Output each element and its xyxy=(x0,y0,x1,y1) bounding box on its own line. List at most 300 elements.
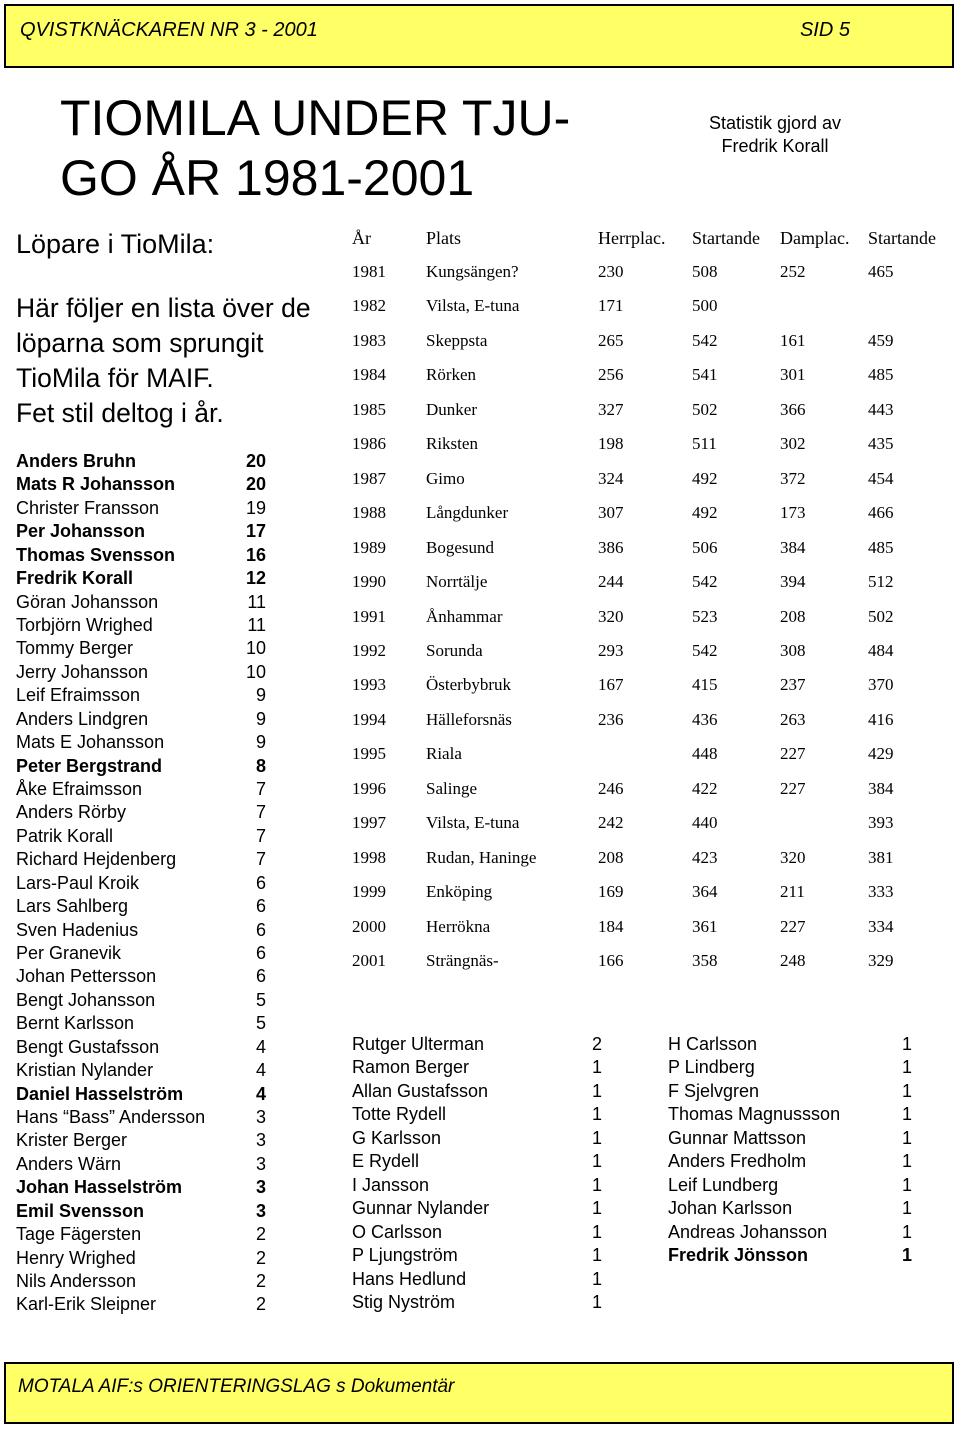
table-cell: 236 xyxy=(598,709,624,729)
table-cell: 320 xyxy=(598,606,624,626)
table-cell: 454 xyxy=(868,468,894,488)
runner-count: 20 xyxy=(245,474,266,495)
table-cell: 500 xyxy=(692,296,718,316)
table-row xyxy=(352,951,952,977)
table-cell: 542 xyxy=(692,640,718,660)
table-cell: 484 xyxy=(868,640,894,660)
runner-row xyxy=(16,965,266,988)
runner-count: 1 xyxy=(591,1104,602,1125)
table-cell: 1985 xyxy=(352,399,386,419)
runner-count: 1 xyxy=(901,1221,912,1242)
author-credit xyxy=(694,112,856,158)
runner-row xyxy=(352,1291,602,1314)
table-row xyxy=(352,262,952,288)
runner-count: 4 xyxy=(255,1060,266,1081)
runner-name: I Jansson xyxy=(352,1174,430,1195)
runner-name: Peter Bergstrand xyxy=(16,755,163,776)
table-header-row xyxy=(352,228,952,254)
table-cell: Hälleforsnäs xyxy=(426,709,512,729)
table-cell: 511 xyxy=(692,434,717,454)
runner-row xyxy=(16,755,266,778)
runner-count: 9 xyxy=(255,708,266,729)
table-cell: 1992 xyxy=(352,640,386,660)
runner-row xyxy=(352,1127,602,1150)
table-cell: 334 xyxy=(868,916,894,936)
table-cell: 423 xyxy=(692,847,718,867)
table-cell: 198 xyxy=(598,434,624,454)
table-cell: 542 xyxy=(692,572,718,592)
table-cell: 502 xyxy=(692,399,718,419)
runner-name: Lars-Paul Kroik xyxy=(16,872,140,893)
runner-row xyxy=(16,473,266,496)
table-cell: 301 xyxy=(780,365,806,385)
table-row xyxy=(352,710,952,736)
table-cell: 1983 xyxy=(352,330,386,350)
table-row xyxy=(352,641,952,667)
table-cell: 248 xyxy=(780,951,806,970)
runner-count: 1 xyxy=(591,1174,602,1195)
runner-row xyxy=(16,567,266,590)
table-cell: 384 xyxy=(868,778,894,798)
header-banner xyxy=(4,4,954,68)
table-cell: Enköping xyxy=(426,882,493,902)
runner-count: 1 xyxy=(901,1034,912,1054)
runner-row xyxy=(352,1268,602,1291)
runner-name: Johan Karlsson xyxy=(668,1198,793,1219)
table-cell: 429 xyxy=(868,744,894,764)
runner-count: 7 xyxy=(255,825,266,846)
runner-row xyxy=(352,1056,602,1079)
table-cell: Vilsta, E-tuna xyxy=(426,296,520,316)
runner-name: Sven Hadenius xyxy=(16,919,139,940)
intro-text-line: TioMila för MAIF. xyxy=(16,363,214,393)
table-row xyxy=(352,848,952,874)
runner-count: 7 xyxy=(255,849,266,870)
column-header: Damplac. xyxy=(780,228,850,248)
table-cell: 2001 xyxy=(352,951,386,970)
table-cell: 329 xyxy=(868,951,894,970)
table-row xyxy=(352,400,952,426)
runner-row xyxy=(16,1247,266,1270)
runner-name: Jerry Johansson xyxy=(16,661,149,682)
runner-name: F Sjelvgren xyxy=(668,1080,760,1101)
table-cell: 1995 xyxy=(352,744,386,764)
runner-row xyxy=(352,1150,602,1173)
table-cell: 211 xyxy=(780,882,805,902)
table-cell: 381 xyxy=(868,847,894,867)
runner-count: 1 xyxy=(591,1198,602,1219)
runner-row xyxy=(16,989,266,1012)
table-cell: 244 xyxy=(598,572,624,592)
runner-row xyxy=(16,1176,266,1199)
runner-count: 1 xyxy=(591,1245,602,1266)
runner-count: 2 xyxy=(255,1224,266,1245)
table-cell: 506 xyxy=(692,537,718,557)
article-title-line-1: TIOMILA UNDER TJU- xyxy=(60,90,571,146)
runner-row xyxy=(352,1103,602,1126)
table-cell: 263 xyxy=(780,709,806,729)
runner-name: Anders Lindgren xyxy=(16,708,149,729)
table-cell: Rudan, Haninge xyxy=(426,847,537,867)
table-cell: Ånhammar xyxy=(426,606,503,626)
table-cell: 302 xyxy=(780,434,806,454)
table-cell: 208 xyxy=(598,847,624,867)
table-cell: 435 xyxy=(868,434,894,454)
table-cell: 308 xyxy=(780,640,806,660)
runner-name: Mats R Johansson xyxy=(16,474,176,495)
runner-count: 10 xyxy=(245,661,266,682)
runner-count: 6 xyxy=(255,896,266,917)
table-cell: 293 xyxy=(598,640,624,660)
table-cell: 466 xyxy=(868,503,894,523)
runner-count: 1 xyxy=(901,1174,912,1195)
runner-count: 2 xyxy=(255,1271,266,1292)
runner-name: Daniel Hasselström xyxy=(16,1083,184,1104)
runner-row xyxy=(16,825,266,848)
table-cell: 161 xyxy=(780,330,806,350)
runner-count: 1 xyxy=(901,1151,912,1172)
runner-name: Fredrik Jönsson xyxy=(668,1245,809,1266)
table-cell: 542 xyxy=(692,330,718,350)
runner-count: 8 xyxy=(255,755,266,776)
table-cell: 358 xyxy=(692,951,718,970)
runner-name: Krister Berger xyxy=(16,1130,128,1151)
table-cell: 252 xyxy=(780,262,806,281)
runner-row xyxy=(352,1221,602,1244)
runner-count: 11 xyxy=(247,615,266,635)
runner-row xyxy=(668,1127,912,1150)
runner-row xyxy=(352,1174,602,1197)
runner-count: 2 xyxy=(591,1034,602,1054)
runner-name: Leif Lundberg xyxy=(668,1174,779,1195)
table-cell: Herrökna xyxy=(426,916,491,936)
page-number: SID 5 xyxy=(799,19,850,41)
runner-name: Henry Wrighed xyxy=(16,1247,136,1268)
runner-name: Anders Wärn xyxy=(16,1153,122,1174)
runner-name: Gunnar Nylander xyxy=(352,1198,490,1219)
table-cell: Salinge xyxy=(426,778,477,798)
runner-count: 2 xyxy=(255,1247,266,1268)
table-row xyxy=(352,538,952,564)
table-row xyxy=(352,917,952,943)
table-cell: 171 xyxy=(598,296,624,316)
runner-count: 6 xyxy=(255,943,266,964)
table-cell: 227 xyxy=(780,778,806,798)
runner-row xyxy=(668,1244,912,1267)
runner-row xyxy=(16,919,266,942)
runner-name: Bengt Johansson xyxy=(16,989,156,1010)
table-row xyxy=(352,434,952,460)
table-cell: 237 xyxy=(780,675,806,695)
table-cell: 333 xyxy=(868,882,894,902)
table-cell: 307 xyxy=(598,503,624,523)
runner-row xyxy=(668,1197,912,1220)
runner-count: 1 xyxy=(901,1198,912,1219)
runner-row xyxy=(16,708,266,731)
runner-count: 1 xyxy=(591,1057,602,1078)
runner-row xyxy=(16,1036,266,1059)
runner-count: 3 xyxy=(255,1153,266,1174)
table-cell: 1990 xyxy=(352,572,386,592)
table-cell: 2000 xyxy=(352,916,386,936)
runner-row xyxy=(352,1244,602,1267)
runner-name: Åke Efraimsson xyxy=(16,779,143,800)
table-cell: 485 xyxy=(868,537,894,557)
table-row xyxy=(352,331,952,357)
table-cell: 393 xyxy=(868,813,894,833)
runner-row xyxy=(16,614,266,637)
runner-row xyxy=(16,778,266,801)
table-row xyxy=(352,779,952,805)
column-header: Startande xyxy=(692,228,760,248)
runner-row xyxy=(668,1103,912,1126)
intro-text-line: Här följer en lista över de xyxy=(16,293,311,323)
runner-name: G Karlsson xyxy=(352,1127,442,1148)
table-cell: 1986 xyxy=(352,434,386,454)
table-cell: 327 xyxy=(598,399,624,419)
runner-count: 9 xyxy=(255,685,266,706)
table-cell: 502 xyxy=(868,606,894,626)
runner-row xyxy=(16,1153,266,1176)
table-cell: 1994 xyxy=(352,709,386,729)
runner-name: O Carlsson xyxy=(352,1221,443,1242)
runner-name: Hans Hedlund xyxy=(352,1268,467,1289)
table-cell: 394 xyxy=(780,572,806,592)
table-row xyxy=(352,365,952,391)
runner-count: 5 xyxy=(255,989,266,1010)
runner-row xyxy=(668,1174,912,1197)
table-cell: 440 xyxy=(692,813,718,833)
runner-name: Thomas Svensson xyxy=(16,544,176,565)
runner-name: Totte Rydell xyxy=(352,1104,447,1125)
runner-row xyxy=(16,895,266,918)
runner-count: 7 xyxy=(255,779,266,800)
author-credit-line-1: Statistik gjord av xyxy=(708,113,842,133)
runner-row xyxy=(16,661,266,684)
runner-row xyxy=(16,1083,266,1106)
table-cell: 386 xyxy=(598,537,624,557)
table-cell: 508 xyxy=(692,262,718,281)
runner-row xyxy=(668,1033,912,1056)
runner-row xyxy=(668,1056,912,1079)
table-cell: 465 xyxy=(868,262,894,281)
runner-row xyxy=(16,1106,266,1129)
runner-count: 1 xyxy=(901,1127,912,1148)
table-row xyxy=(352,882,952,908)
table-row xyxy=(352,296,952,322)
table-row xyxy=(352,469,952,495)
runner-name: P Lindberg xyxy=(668,1057,755,1078)
table-cell: 1989 xyxy=(352,537,386,557)
table-row xyxy=(352,675,952,701)
table-cell: 256 xyxy=(598,365,624,385)
runner-name: Christer Fransson xyxy=(16,497,160,518)
runner-row xyxy=(16,544,266,567)
runner-name: Allan Gustafsson xyxy=(352,1080,489,1101)
runner-name: Anders Rörby xyxy=(16,802,127,823)
runner-row xyxy=(16,1012,266,1035)
runner-row xyxy=(16,684,266,707)
runner-count: 1 xyxy=(901,1080,912,1101)
table-cell: 416 xyxy=(868,709,894,729)
table-cell: 436 xyxy=(692,709,718,729)
column-header: Plats xyxy=(426,228,462,248)
table-cell: 492 xyxy=(692,503,718,523)
runner-count: 6 xyxy=(255,966,266,987)
runner-name: Per Johansson xyxy=(16,521,146,542)
table-cell: 1984 xyxy=(352,365,386,385)
runner-row xyxy=(16,872,266,895)
runner-count: 1 xyxy=(901,1104,912,1125)
runner-row xyxy=(668,1150,912,1173)
table-cell: 169 xyxy=(598,882,624,902)
table-cell: 1996 xyxy=(352,778,386,798)
table-cell: 448 xyxy=(692,744,718,764)
runners-heading: Löpare i TioMila: xyxy=(16,229,215,259)
footer-text: MOTALA AIF:s ORIENTERINGSLAG s Dokumentär xyxy=(18,1376,455,1397)
runner-name: Göran Johansson xyxy=(16,591,159,612)
table-cell: 230 xyxy=(598,262,624,281)
runner-count: 4 xyxy=(255,1083,266,1104)
runner-count: 19 xyxy=(245,497,266,518)
table-row xyxy=(352,572,952,598)
runner-row xyxy=(352,1197,602,1220)
table-cell: 1998 xyxy=(352,847,386,867)
table-cell: 361 xyxy=(692,916,718,936)
table-cell: 324 xyxy=(598,468,624,488)
intro-text-line: Fet stil deltog i år. xyxy=(16,398,224,428)
runner-count: 1 xyxy=(901,1245,912,1266)
table-cell: Österbybruk xyxy=(426,675,511,695)
table-cell: Sorunda xyxy=(426,640,483,660)
table-cell: 265 xyxy=(598,330,624,350)
table-cell: Långdunker xyxy=(426,503,509,523)
runner-count: 4 xyxy=(255,1036,266,1057)
runner-name: Ramon Berger xyxy=(352,1057,470,1078)
table-cell: 1993 xyxy=(352,675,386,695)
table-cell: 512 xyxy=(868,572,894,592)
table-cell: 415 xyxy=(692,675,718,695)
runner-count: 3 xyxy=(255,1107,266,1128)
runner-row xyxy=(16,1200,266,1223)
table-row xyxy=(352,813,952,839)
table-cell: Bogesund xyxy=(426,537,494,557)
table-cell: 1999 xyxy=(352,882,386,902)
table-cell: 184 xyxy=(598,916,624,936)
article-title xyxy=(60,88,570,208)
table-row xyxy=(352,607,952,633)
intro-text-line: löparna som sprungit xyxy=(16,328,264,358)
runner-count: 7 xyxy=(255,802,266,823)
table-cell: Dunker xyxy=(426,399,477,419)
table-cell: 485 xyxy=(868,365,894,385)
runner-row xyxy=(352,1080,602,1103)
table-cell: 173 xyxy=(780,503,806,523)
runner-row xyxy=(16,731,266,754)
table-cell: 320 xyxy=(780,847,806,867)
table-cell: 459 xyxy=(868,330,894,350)
footer-banner xyxy=(4,1362,954,1424)
runner-name: Hans “Bass” Andersson xyxy=(16,1107,206,1128)
runner-count: 1 xyxy=(591,1127,602,1148)
runner-name: Bernt Karlsson xyxy=(16,1013,135,1034)
runner-count: 20 xyxy=(245,451,266,471)
column-header: Herrplac. xyxy=(598,228,666,248)
runner-name: Andreas Johansson xyxy=(668,1221,828,1242)
runner-name: Leif Efraimsson xyxy=(16,685,141,706)
table-cell: 1988 xyxy=(352,503,386,523)
runner-row xyxy=(668,1221,912,1244)
runner-row xyxy=(16,520,266,543)
table-cell: 372 xyxy=(780,468,806,488)
runner-row xyxy=(16,1293,266,1316)
runner-name: Stig Nyström xyxy=(352,1291,456,1312)
runner-name: Gunnar Mattsson xyxy=(668,1127,807,1148)
table-cell: Riksten xyxy=(426,434,478,454)
table-cell: Kungsängen? xyxy=(426,262,519,281)
table-cell: Skeppsta xyxy=(426,330,488,350)
runner-count: 1 xyxy=(591,1221,602,1242)
table-cell: 167 xyxy=(598,675,624,695)
article-title-line-2: GO ÅR 1981-2001 xyxy=(60,150,475,206)
runner-count: 6 xyxy=(255,919,266,940)
table-cell: 242 xyxy=(598,813,624,833)
runner-count: 1 xyxy=(591,1080,602,1101)
runner-name: E Rydell xyxy=(352,1151,420,1172)
table-row xyxy=(352,744,952,770)
runner-count: 1 xyxy=(591,1291,602,1312)
table-cell: 523 xyxy=(692,606,718,626)
table-cell: Norrtälje xyxy=(426,572,488,592)
runner-name: Torbjörn Wrighed xyxy=(16,615,153,635)
table-cell: Vilsta, E-tuna xyxy=(426,813,520,833)
runner-row xyxy=(16,1059,266,1082)
runner-row xyxy=(16,1223,266,1246)
runner-name: Anders Bruhn xyxy=(16,451,137,471)
author-credit-line-2: Fredrik Korall xyxy=(721,136,829,156)
table-cell: 246 xyxy=(598,778,624,798)
table-cell: 364 xyxy=(692,882,718,902)
runner-row xyxy=(16,1129,266,1152)
table-cell: 1991 xyxy=(352,606,386,626)
runner-row xyxy=(16,450,266,473)
runner-row xyxy=(16,497,266,520)
runner-name: Emil Svensson xyxy=(16,1200,145,1221)
runner-count: 11 xyxy=(247,591,266,612)
runner-count: 6 xyxy=(255,872,266,893)
table-cell: Rörken xyxy=(426,365,477,385)
runner-name: Karl-Erik Sleipner xyxy=(16,1294,157,1315)
runner-count: 1 xyxy=(901,1057,912,1078)
runner-name: Lars Sahlberg xyxy=(16,896,129,917)
runner-name: Patrik Korall xyxy=(16,825,114,846)
runner-count: 1 xyxy=(591,1268,602,1289)
table-cell: 1981 xyxy=(352,262,386,281)
runner-count: 9 xyxy=(255,732,266,753)
table-cell: 208 xyxy=(780,606,806,626)
table-cell: 1987 xyxy=(352,468,386,488)
table-cell: 370 xyxy=(868,675,894,695)
runner-count: 3 xyxy=(255,1177,266,1198)
runner-name: Kristian Nylander xyxy=(16,1060,154,1081)
runner-count: 12 xyxy=(245,568,266,589)
table-cell: 422 xyxy=(692,778,718,798)
table-cell: 1997 xyxy=(352,813,386,833)
runner-row xyxy=(668,1080,912,1103)
runner-name: Mats E Johansson xyxy=(16,732,165,753)
table-row xyxy=(352,503,952,529)
runner-name: Tage Fägersten xyxy=(16,1224,142,1245)
